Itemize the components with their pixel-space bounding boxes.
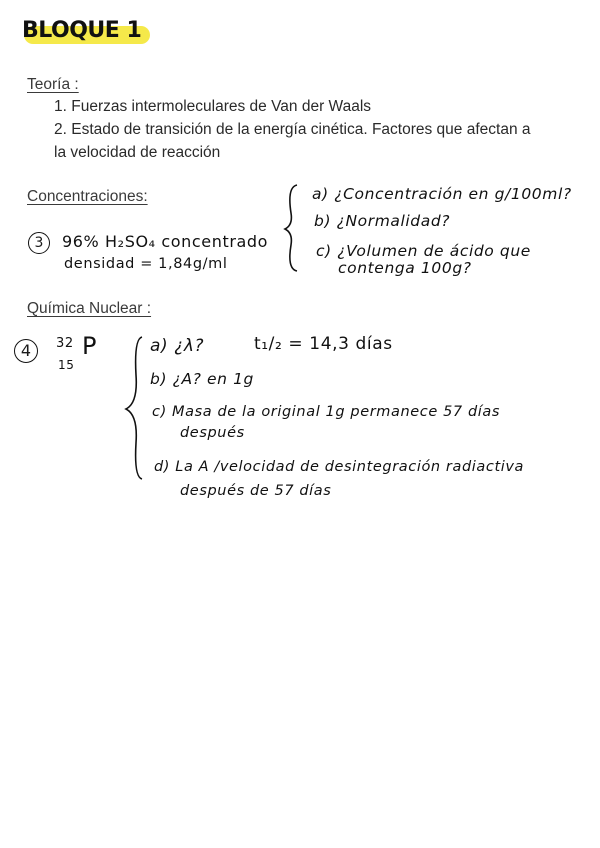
problem-4-question-c-cont: después (180, 425, 245, 441)
problem-4-question-d-cont: después de 57 días (180, 483, 332, 499)
brace-concentraciones (283, 183, 301, 273)
problem-3-statement-2: densidad = 1,84g/ml (64, 256, 228, 272)
problem-3-question-a: a) ¿Concentración en g/100ml? (312, 185, 572, 203)
page-title: BLOQUE 1 (22, 18, 142, 43)
page-title-block (22, 18, 141, 43)
quimica-nuclear-label: Química Nuclear : (27, 300, 152, 317)
isotope-symbol: P (82, 332, 98, 360)
concentraciones-label: Concentraciones: (27, 188, 148, 205)
problem-4-question-b: b) ¿A? en 1g (150, 370, 254, 388)
problem-4-number: 4 (14, 339, 38, 363)
isotope-mass-number: 32 (56, 336, 74, 351)
isotope-atomic-number: 15 (58, 358, 75, 372)
teoria-label: Teoría : (27, 76, 79, 93)
problem-3-statement-1: 96% H₂SO₄ concentrado (62, 232, 269, 251)
problem-4-question-d: d) La A /velocidad de desintegración radiactiva (154, 459, 525, 475)
teoria-item-2: 2. Estado de transición de la energía cinética. Factores que afectan a (54, 121, 531, 138)
teoria-item-1: 1. Fuerzas intermoleculares de Van der Waals (54, 98, 372, 115)
problem-4-question-c: c) Masa de la original 1g permanece 57 días (152, 404, 501, 420)
teoria-item-2-cont: la velocidad de reacción (54, 144, 221, 161)
problem-3-question-c-cont: contenga 100g? (338, 259, 472, 277)
problem-3-number: 3 (28, 232, 50, 254)
half-life: t₁/₂ = 14,3 días (254, 334, 393, 354)
problem-3-question-b: b) ¿Normalidad? (314, 212, 451, 230)
problem-3-question-c: c) ¿Volumen de ácido que (316, 242, 531, 260)
problem-4-question-a: a) ¿λ? (150, 336, 205, 356)
brace-quimica-nuclear (124, 335, 148, 481)
